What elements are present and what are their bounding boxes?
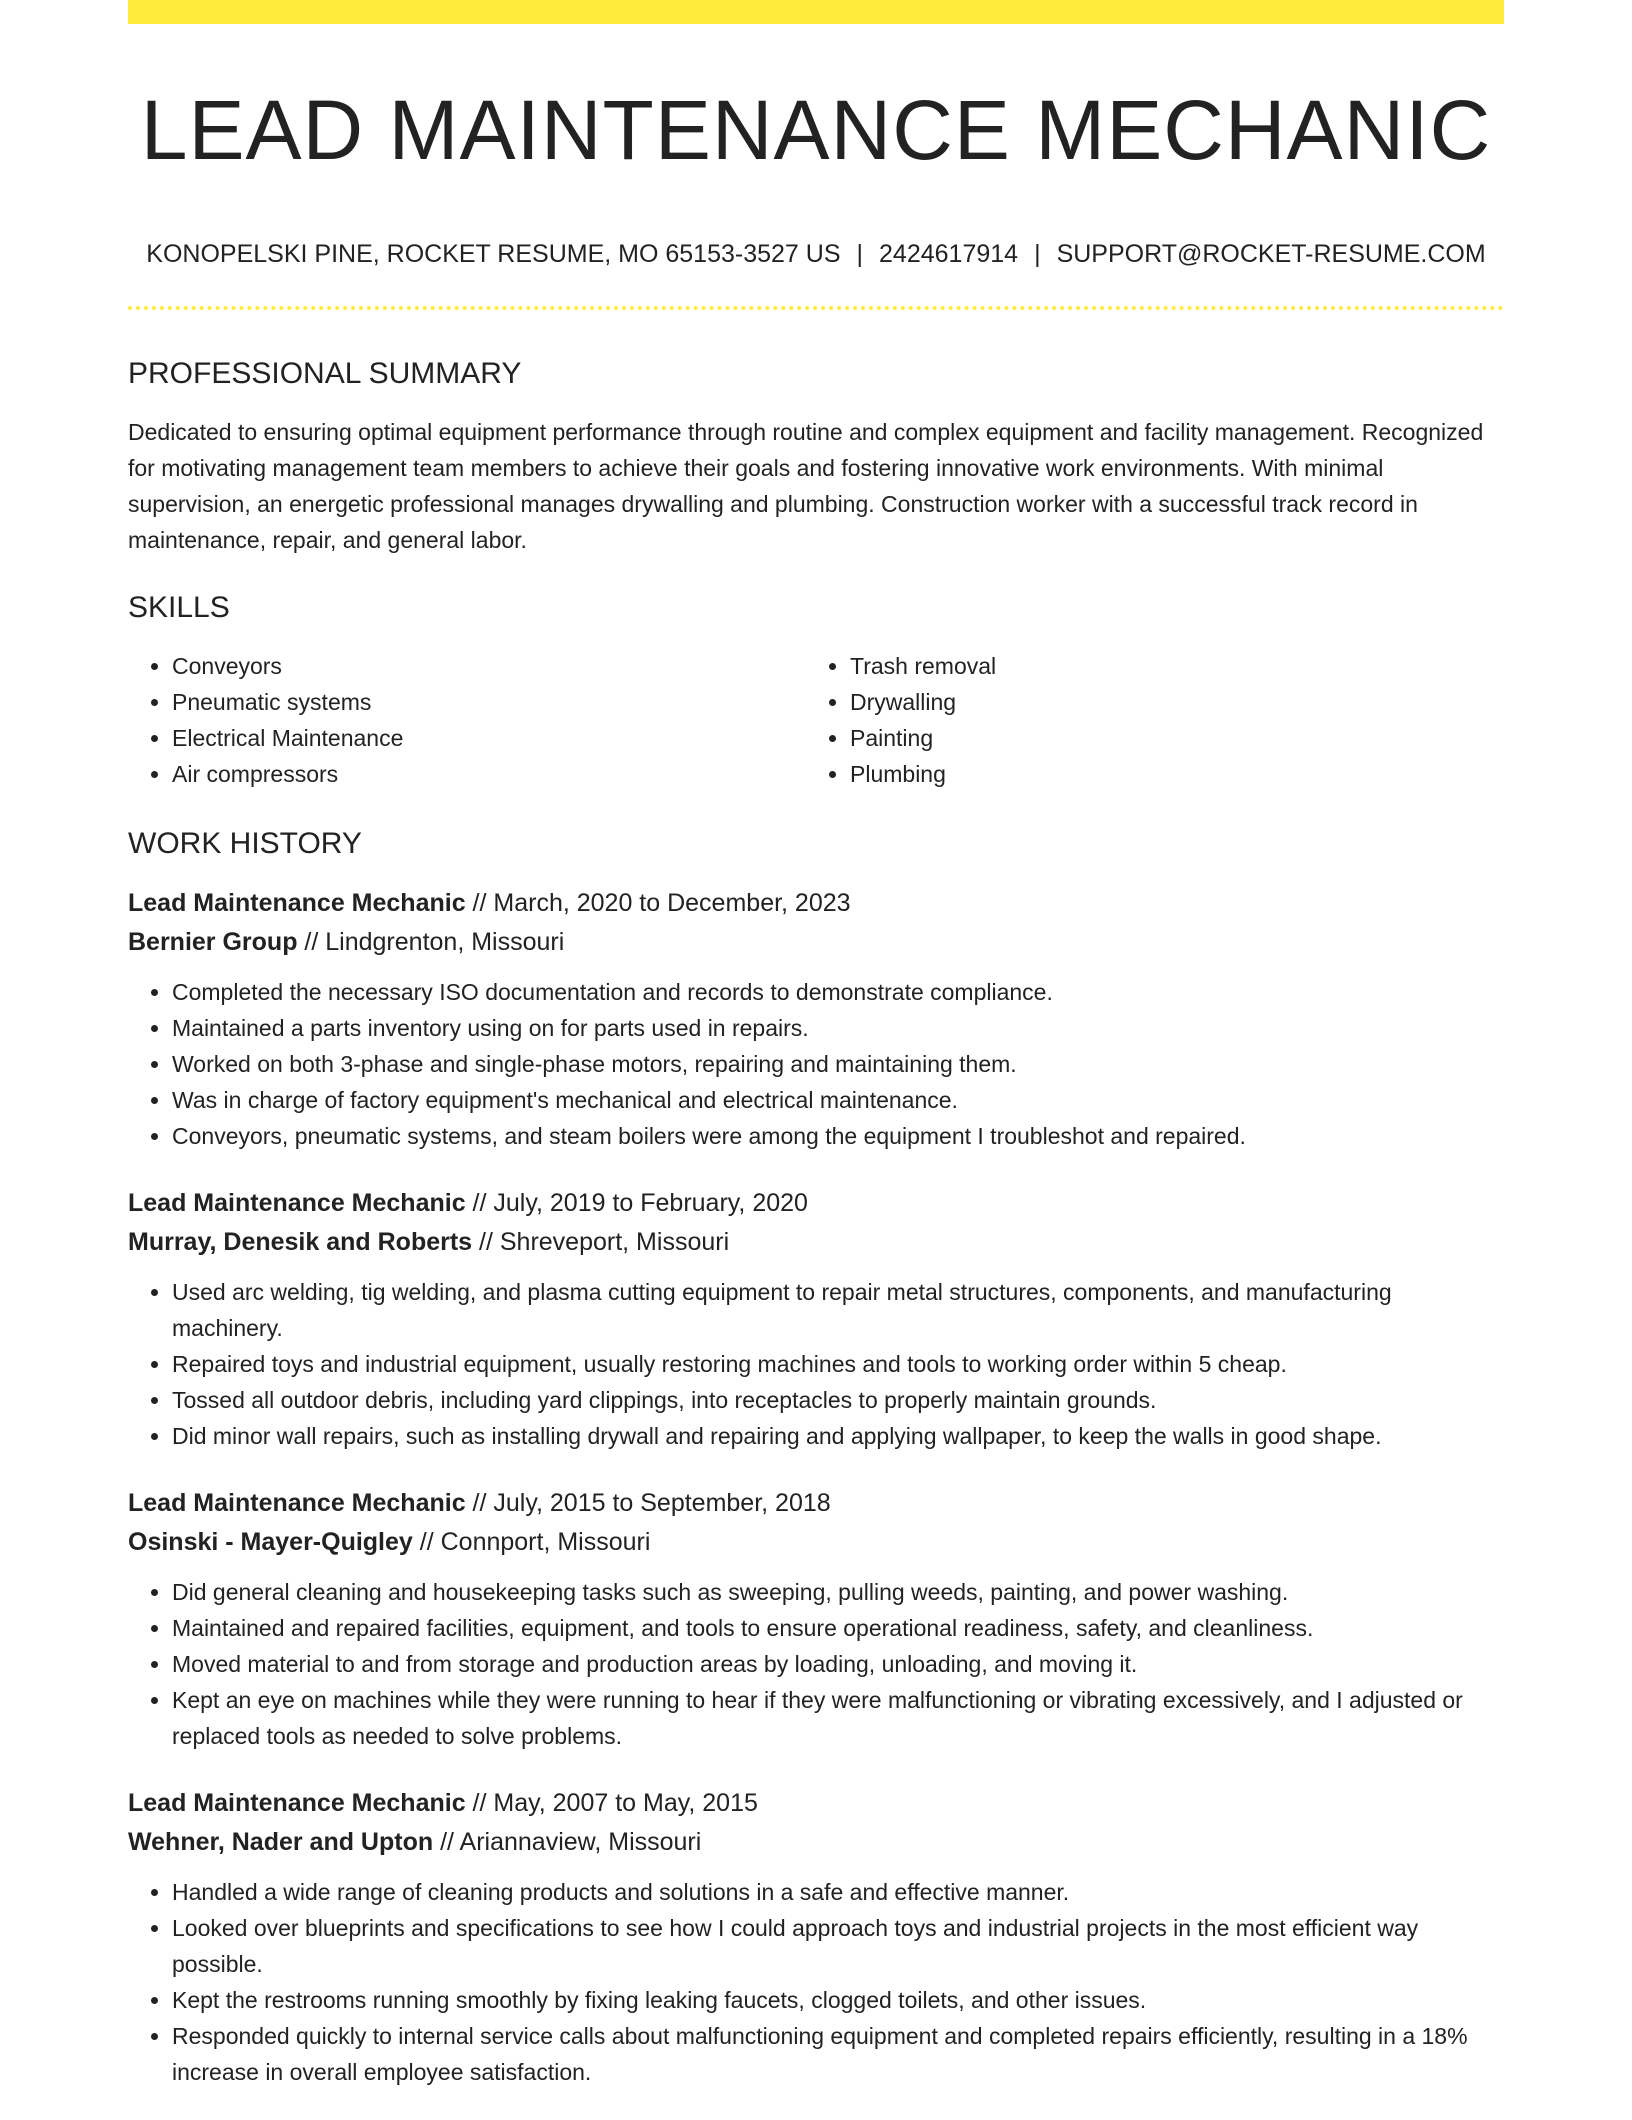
job-bullet: • Maintained a parts inventory using on for parts used in repairs. (172, 1010, 1504, 1046)
accent-bar (128, 0, 1504, 24)
job-bullet: • Kept the restrooms running smoothly by fixing leaking faucets, clogged toilets, and other issues. (172, 1982, 1504, 2018)
summary-section (128, 352, 1504, 558)
job-bullets (128, 1874, 1504, 2090)
job-bullet: • Was in charge of factory equipment's mechanical and electrical maintenance. (172, 1082, 1504, 1118)
job-bullet: • Conveyors, pneumatic systems, and steam boilers were among the equipment I troubleshot and repaired. (172, 1118, 1504, 1154)
contact-address: KONOPELSKI PINE, ROCKET RESUME, MO 65153-3527 US (146, 240, 841, 268)
job-bullet: • Maintained and repaired facilities, equipment, and tools to ensure operational readiness, safety, and cleanliness. (172, 1610, 1504, 1646)
summary-heading: PROFESSIONAL SUMMARY (128, 357, 522, 390)
job-company: Wehner, Nader and Upton (128, 1828, 434, 1856)
skills-list-right (806, 648, 1484, 792)
work-history-heading: WORK HISTORY (128, 827, 362, 860)
job-bullet: • Kept an eye on machines while they were running to hear if they were malfunctioning or vibrating excessively, and I adjusted or replaced tools as needed to solve problems. (172, 1682, 1504, 1754)
job-company: Murray, Denesik and Roberts (128, 1228, 473, 1256)
work-history-section (128, 822, 1504, 2090)
job-title: Lead Maintenance Mechanic (128, 1189, 466, 1217)
skill-item: • Drywalling (850, 684, 1484, 720)
job-company-line (128, 1823, 1504, 1862)
contact-email: SUPPORT@ROCKET-RESUME.COM (1056, 240, 1486, 268)
skill-item: • Electrical Maintenance (172, 720, 806, 756)
summary-text: Dedicated to ensuring optimal equipment performance through routine and complex equipment and facility management. Recognized for motivating management team members to achieve their goals and fostering innovative work environments. With minimal supervision, an energetic professional manages drywalling and plumbing. Construction worker with a successful track record in maintenance, repair, and general labor. (128, 419, 1484, 553)
skill-item: • Pneumatic systems (172, 684, 806, 720)
job-title-line (128, 884, 1504, 923)
job-entry (128, 884, 1504, 1154)
job-dates: // July, 2015 to September, 2018 (465, 1489, 831, 1517)
skills-columns (128, 648, 1504, 792)
skill-item: • Air compressors (172, 756, 806, 792)
resume-title: LEAD MAINTENANCE MECHANIC (140, 83, 1492, 177)
job-title-line (128, 1184, 1504, 1223)
skills-section (128, 586, 1504, 792)
job-entry (128, 1784, 1504, 2090)
job-entry (128, 1184, 1504, 1454)
job-title: Lead Maintenance Mechanic (128, 1789, 466, 1817)
job-entry (128, 1484, 1504, 1754)
contact-separator: | (1034, 240, 1041, 268)
job-bullets (128, 1274, 1504, 1454)
job-company: Bernier Group (128, 928, 298, 956)
job-company-line (128, 1223, 1504, 1262)
job-location: // Lindgrenton, Missouri (297, 928, 565, 956)
job-bullet: • Completed the necessary ISO documentation and records to demonstrate compliance. (172, 974, 1504, 1010)
job-bullet: • Repaired toys and industrial equipment, usually restoring machines and tools to working order within 5 cheap. (172, 1346, 1504, 1382)
job-title: Lead Maintenance Mechanic (128, 1489, 466, 1517)
skills-list-left (128, 648, 806, 792)
job-bullet: • Used arc welding, tig welding, and plasma cutting equipment to repair metal structures, components, and manufacturing machinery. (172, 1274, 1504, 1346)
skill-item: • Conveyors (172, 648, 806, 684)
job-bullet: • Did general cleaning and housekeeping tasks such as sweeping, pulling weeds, painting, and power washing. (172, 1574, 1504, 1610)
job-bullet: • Moved material to and from storage and production areas by loading, unloading, and moving it. (172, 1646, 1504, 1682)
job-dates: // July, 2019 to February, 2020 (465, 1189, 808, 1217)
skills-heading: SKILLS (128, 591, 230, 624)
job-bullets (128, 974, 1504, 1154)
job-company-line (128, 923, 1504, 962)
job-location: // Shreveport, Missouri (472, 1228, 730, 1256)
contact-line (128, 236, 1504, 272)
resume-content (128, 352, 1504, 2120)
job-company: Osinski - Mayer-Quigley (128, 1528, 413, 1556)
skill-item: • Painting (850, 720, 1484, 756)
job-title-line (128, 1484, 1504, 1523)
job-bullet: • Worked on both 3-phase and single-phase motors, repairing and maintaining them. (172, 1046, 1504, 1082)
job-company-line (128, 1523, 1504, 1562)
job-bullets (128, 1574, 1504, 1754)
job-dates: // May, 2007 to May, 2015 (465, 1789, 758, 1817)
job-location: // Ariannaview, Missouri (433, 1828, 702, 1856)
contact-separator: | (856, 240, 864, 268)
job-bullet: • Responded quickly to internal service calls about malfunctioning equipment and completed repairs efficiently, resulting in a 18% increase in overall employee satisfaction. (172, 2018, 1504, 2090)
job-dates: // March, 2020 to December, 2023 (465, 889, 851, 917)
dotted-divider (128, 306, 1504, 310)
job-bullet: • Tossed all outdoor debris, including yard clippings, into receptacles to properly maintain grounds. (172, 1382, 1504, 1418)
job-title: Lead Maintenance Mechanic (128, 889, 466, 917)
skill-item: • Trash removal (850, 648, 1484, 684)
contact-phone: 2424617914 (879, 240, 1019, 268)
job-bullet: • Handled a wide range of cleaning products and solutions in a safe and effective manner. (172, 1874, 1504, 1910)
job-location: // Connport, Missouri (412, 1528, 651, 1556)
job-title-line (128, 1784, 1504, 1823)
skill-item: • Plumbing (850, 756, 1484, 792)
job-bullet: • Did minor wall repairs, such as installing drywall and repairing and applying wallpaper, to keep the walls in good shape. (172, 1418, 1504, 1454)
job-bullet: • Looked over blueprints and specifications to see how I could approach toys and industrial projects in the most efficient way possible. (172, 1910, 1504, 1982)
